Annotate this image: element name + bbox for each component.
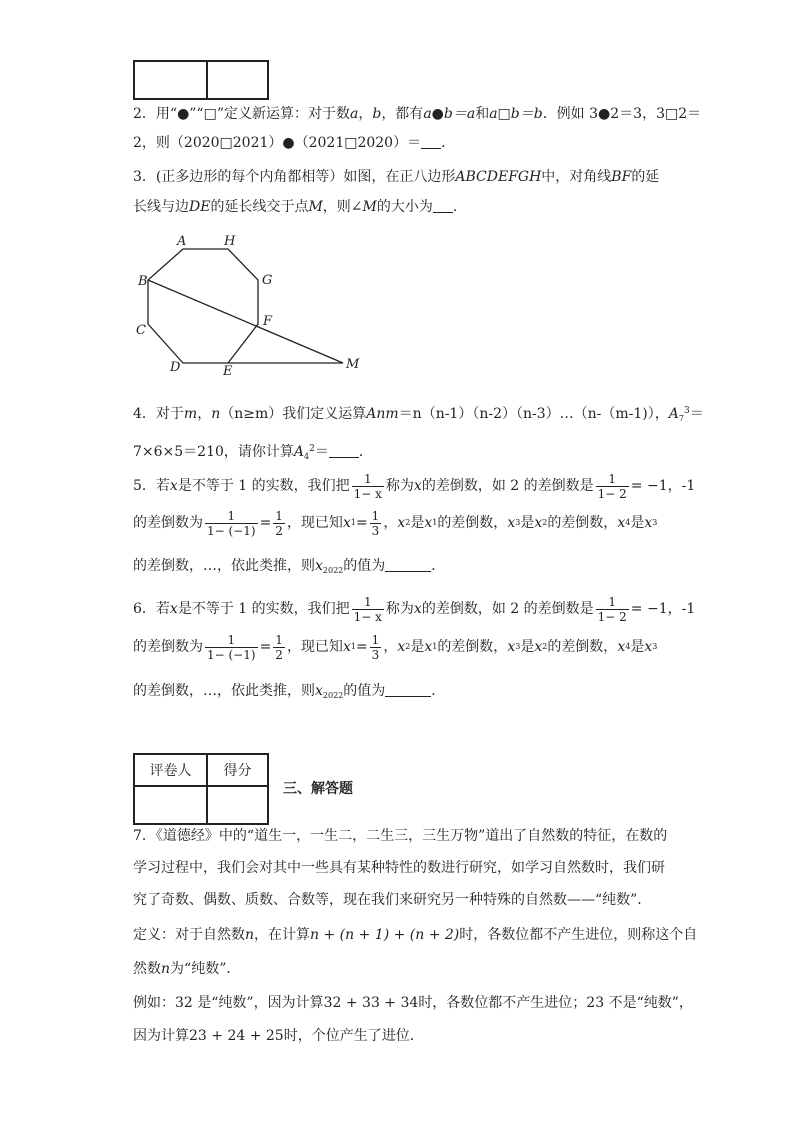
text: 中，对角线 <box>541 169 612 185</box>
octagon <box>148 249 258 363</box>
fraction <box>596 595 629 624</box>
text: 4．对于 <box>133 406 184 422</box>
label-m: M <box>346 357 360 372</box>
text: 是 <box>630 515 645 531</box>
subscript: 1 <box>350 518 356 527</box>
octagon-figure <box>130 230 370 380</box>
text: ，在计算 <box>254 927 311 943</box>
label-c: C <box>136 323 146 338</box>
top-table-cell-2 <box>207 61 268 99</box>
q3-line-1 <box>133 168 659 186</box>
fraction <box>352 472 384 501</box>
text: = <box>355 515 368 531</box>
label-h: H <box>224 234 236 249</box>
var: A <box>293 444 305 460</box>
text: 的差倒数， <box>437 639 508 655</box>
numerator: 1 <box>371 632 380 647</box>
var: DE <box>189 199 211 215</box>
q7-line-2 <box>133 859 665 877</box>
var: Anm <box>366 406 399 422</box>
text: 的差倒数，…，依此类推，则 <box>133 558 315 574</box>
denominator: 3 <box>371 647 380 662</box>
score-table <box>133 753 269 825</box>
var: x <box>644 515 653 531</box>
text: ＝ <box>314 444 329 460</box>
subscript: 2 <box>405 518 411 527</box>
text: = <box>355 639 368 655</box>
text: 的差倒数， <box>547 639 618 655</box>
text: ， <box>383 639 398 655</box>
subscript: 3 <box>515 518 521 527</box>
subscript: 7 <box>678 414 684 423</box>
numerator: 1 <box>275 508 283 523</box>
text: 定义：对于自然数 <box>133 927 245 943</box>
numerator: 1 <box>363 594 372 609</box>
text: ． <box>441 135 456 151</box>
text: 是不等于 1 的实数，我们把 <box>177 478 350 494</box>
subscript: 2 <box>542 642 548 651</box>
score-table-header-score: 得分 <box>207 754 268 786</box>
q2-line-2 <box>133 134 455 152</box>
fraction <box>352 595 384 624</box>
text: 的值为 <box>343 558 386 574</box>
q4-line-1 <box>133 402 704 428</box>
text: ，现已知 <box>286 515 343 531</box>
text: 的差倒数， <box>547 515 618 531</box>
q5-line-2 <box>133 508 657 538</box>
text: 学习过程中，我们会对其中一些具有某种特性的数进行研究，如学习自然数时，我们研 <box>133 860 665 876</box>
text: 长线与边 <box>133 199 189 215</box>
text: 的差倒数为 <box>133 515 203 531</box>
fraction <box>370 509 382 538</box>
text: 2，则（2020□2021）●（2021□2020）＝ <box>133 135 422 151</box>
label-b: B <box>138 274 148 289</box>
denominator: 2 <box>275 647 283 662</box>
fraction <box>205 509 258 538</box>
var: ABCDEFGH <box>455 169 542 185</box>
label-f: F <box>263 314 273 329</box>
answer-blank[interactable] <box>385 682 431 697</box>
var: x <box>397 639 406 655</box>
answer-blank[interactable] <box>385 557 431 572</box>
text: 的大小为 <box>376 199 433 215</box>
var: BF <box>611 169 632 185</box>
text: = −1，-1 <box>630 478 696 494</box>
answer-blank[interactable] <box>329 443 359 458</box>
text: 例如：32 是“纯数”，因为计算 <box>133 995 324 1011</box>
label-g: G <box>262 273 273 288</box>
text: 时，各数位都不产生进位；23 不是“纯数”， <box>418 995 693 1011</box>
subscript: 2022 <box>322 691 344 700</box>
text: 是 <box>520 515 535 531</box>
denominator: 1− x <box>353 486 382 501</box>
var: A <box>668 406 679 422</box>
subscript: 3 <box>652 518 658 527</box>
text: 为“纯数”． <box>170 961 241 977</box>
text: 究了奇数、偶数、质数、合数等，现在我们来研究另一种特殊的自然数——“纯数”． <box>133 892 652 908</box>
text: （n≥m）我们定义运算 <box>220 406 367 422</box>
section-heading: 三、解答题 <box>283 781 353 797</box>
var: x <box>342 515 351 531</box>
text: ， <box>197 406 212 422</box>
text: 是 <box>410 639 425 655</box>
var: a <box>349 106 359 122</box>
text: 的差倒数，如 2 的差倒数是 <box>421 478 594 494</box>
text: ，都有 <box>381 106 424 122</box>
text: 是不等于 1 的实数，我们把 <box>177 601 350 617</box>
score-table-cell-grader[interactable] <box>134 786 207 824</box>
subscript: 4 <box>625 642 631 651</box>
var: x <box>397 515 406 531</box>
var: x <box>315 683 323 699</box>
text: ． <box>431 683 446 699</box>
var: x <box>169 478 178 494</box>
text: 称为 <box>385 601 414 617</box>
q5-line-3 <box>133 557 445 580</box>
subscript: 2 <box>542 518 548 527</box>
q7-line-7 <box>133 1027 424 1045</box>
text: = <box>259 639 272 655</box>
text: 时，各数位都不产生进位，则称这个自 <box>459 927 698 943</box>
denominator: 1− (−1) <box>207 647 256 662</box>
fraction <box>273 633 285 662</box>
superscript: 2 <box>309 444 315 454</box>
text: 的差倒数，如 2 的差倒数是 <box>421 601 594 617</box>
text: 5．若 <box>133 478 170 494</box>
text: 和 <box>475 106 490 122</box>
q7-line-1 <box>133 827 667 845</box>
numerator: 1 <box>363 471 372 486</box>
text: ． <box>358 444 373 460</box>
var: x <box>413 601 422 617</box>
q2-line-1 <box>133 105 701 123</box>
top-table-cell-1 <box>134 61 207 99</box>
score-table-header-grader: 评卷人 <box>134 754 207 786</box>
subscript: 3 <box>515 642 521 651</box>
answer-blank[interactable] <box>421 134 441 149</box>
text: 7．《道德经》中的“道生一，一生二，二生三，三生万物”道出了自然数的特征，在数的 <box>133 828 668 844</box>
fraction <box>273 509 285 538</box>
fraction <box>205 633 258 662</box>
q6-line-3 <box>133 682 445 705</box>
numerator: 1 <box>227 508 236 523</box>
answer-blank[interactable] <box>433 198 453 213</box>
var: x <box>507 515 516 531</box>
text: 的延长线交于点 <box>210 199 309 215</box>
q4-line-2 <box>133 440 373 466</box>
var: m <box>183 406 198 422</box>
text: 2．用“●”“□”定义新运算：对于数 <box>133 106 350 122</box>
q7-line-4 <box>133 926 697 944</box>
text: 3．(正多边形的每个内角都相等）如图，在正八边形 <box>133 169 456 185</box>
numerator: 1 <box>608 471 617 486</box>
text: ＝n（n-1）（n-2）（n-3）…（n-（m-1)）， <box>398 406 669 422</box>
text: 然数 <box>133 961 161 977</box>
var: n <box>161 961 171 977</box>
label-d: D <box>170 360 181 375</box>
var: M <box>308 199 323 215</box>
numerator: 1 <box>227 632 236 647</box>
text: = −1，-1 <box>630 601 696 617</box>
text: 称为 <box>385 478 414 494</box>
text: ， <box>358 106 373 122</box>
text: ． <box>431 558 446 574</box>
text: 是 <box>520 639 535 655</box>
var: x <box>644 639 653 655</box>
q7-line-5 <box>133 960 240 978</box>
expr: a●b＝a <box>423 106 476 122</box>
numerator: 1 <box>371 508 380 523</box>
var: n <box>211 406 221 422</box>
text: 7×6×5＝210，请你计算 <box>133 444 294 460</box>
text: ．例如 3●2＝3，3□2＝ <box>542 106 702 122</box>
subscript: 1 <box>432 518 438 527</box>
var: x <box>507 639 516 655</box>
text: = <box>259 515 272 531</box>
var: b <box>372 106 382 122</box>
text: 的差倒数，…，依此类推，则 <box>133 683 315 699</box>
subscript: 4 <box>625 518 631 527</box>
text: ＝ <box>689 406 704 422</box>
text: 6．若 <box>133 601 170 617</box>
denominator: 1− 2 <box>597 486 627 501</box>
subscript: 1 <box>432 642 438 651</box>
q6-line-2 <box>133 632 657 662</box>
score-table-cell-score[interactable] <box>207 786 268 824</box>
q3-line-2 <box>133 198 467 216</box>
text: 的延 <box>631 169 660 185</box>
expr: 32 + 33 + 34 <box>323 995 419 1011</box>
text: 是 <box>410 515 425 531</box>
subscript: 2022 <box>322 566 344 575</box>
denominator: 1− 2 <box>597 609 627 624</box>
text: 时，个位产生了进位． <box>283 1028 424 1044</box>
numerator: 1 <box>275 632 283 647</box>
subscript: 4 <box>304 452 310 461</box>
var: x <box>169 601 178 617</box>
diagonal-bf-extended <box>148 280 343 363</box>
text: 因为计算 <box>133 1028 189 1044</box>
top-empty-table <box>133 60 269 100</box>
numerator: 1 <box>608 594 617 609</box>
var: x <box>315 558 323 574</box>
var: x <box>534 515 543 531</box>
q6-line-1 <box>133 595 695 623</box>
var: x <box>424 639 433 655</box>
text: 的差倒数为 <box>133 639 203 655</box>
fraction <box>596 472 629 501</box>
var: x <box>534 639 543 655</box>
subscript: 3 <box>652 642 658 651</box>
text: 是 <box>630 639 645 655</box>
var: x <box>424 515 433 531</box>
text: 的值为 <box>343 683 386 699</box>
expr: 23 + 24 + 25 <box>189 1028 284 1044</box>
denominator: 1− (−1) <box>207 523 256 538</box>
var: x <box>342 639 351 655</box>
var: M <box>362 199 377 215</box>
q7-line-6 <box>133 994 693 1012</box>
denominator: 2 <box>275 523 283 538</box>
expr: n + (n + 1) + (n + 2) <box>310 927 460 943</box>
label-a: A <box>177 234 187 249</box>
var: x <box>617 639 626 655</box>
label-e: E <box>223 364 233 379</box>
fraction <box>370 633 382 662</box>
subscript: 1 <box>350 642 356 651</box>
superscript: 3 <box>684 406 690 416</box>
expr: a□b＝b <box>489 106 543 122</box>
text: ． <box>452 199 467 215</box>
var: x <box>413 478 422 494</box>
subscript: 2 <box>405 642 411 651</box>
q5-line-1 <box>133 472 695 500</box>
text: ， <box>383 515 398 531</box>
q7-line-3 <box>133 891 651 909</box>
text: ，则∠ <box>322 199 363 215</box>
var: x <box>617 515 626 531</box>
var: n <box>245 927 255 943</box>
denominator: 3 <box>371 523 380 538</box>
text: 的差倒数， <box>437 515 508 531</box>
denominator: 1− x <box>353 609 382 624</box>
text: ，现已知 <box>286 639 343 655</box>
